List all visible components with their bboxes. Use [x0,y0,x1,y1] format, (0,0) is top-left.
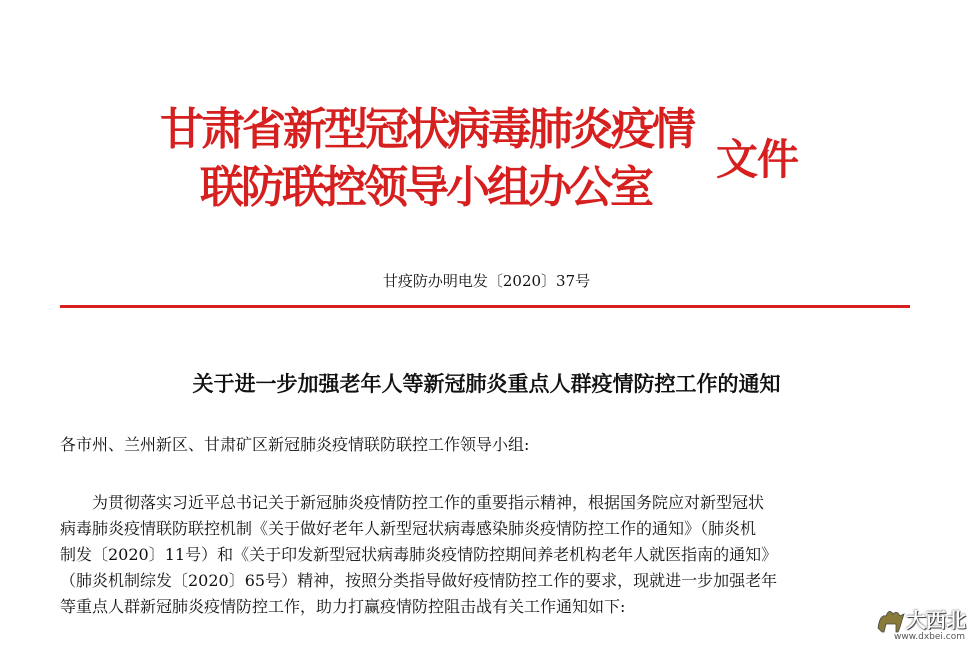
watermark-logo [872,600,972,648]
header-divider [60,305,910,308]
salutation: 各市州、兰州新区、甘肃矿区新冠肺炎疫情联防联控工作领导小组: [60,435,530,454]
body-line: 等重点人群新冠肺炎疫情防控工作，助力打赢疫情防控阻击战有关工作通知如下: [60,597,626,616]
header-title-line2: 联防联控领导小组办公室 [200,162,651,213]
body-line: 为贯彻落实习近平总书记关于新冠肺炎疫情防控工作的重要指示精神，根据国务院应对新型冠状 [92,493,765,512]
notice-title: 关于进一步加强老年人等新冠肺炎重点人群疫情防控工作的通知 [192,371,781,396]
body-line: 病毒肺炎疫情联防联控机制《关于做好老年人新型冠状病毒感染肺炎疫情防控工作的通知》（肺炎机 [60,519,757,538]
document-number: 甘疫防办明电发〔2020〕37号 [382,272,591,290]
watermark-text: 大西北 [906,608,966,632]
watermark-url: www.dxbei.com [894,632,965,642]
body-line: （肺炎机制综发〔2020〕65号）精神，按照分类指导做好疫情防控工作的要求，现就进一步加强老年 [60,571,778,590]
body-line: 制发〔2020〕11号）和《关于印发新型冠状病毒肺炎疫情防控期间养老机构老年人就医指南的通知》 [60,545,778,564]
body-paragraph [60,490,930,620]
header-suffix: 文件 [716,135,799,184]
camel-icon [874,602,908,636]
header-title-line1: 甘肃省新型冠状病毒肺炎疫情 [160,104,693,155]
